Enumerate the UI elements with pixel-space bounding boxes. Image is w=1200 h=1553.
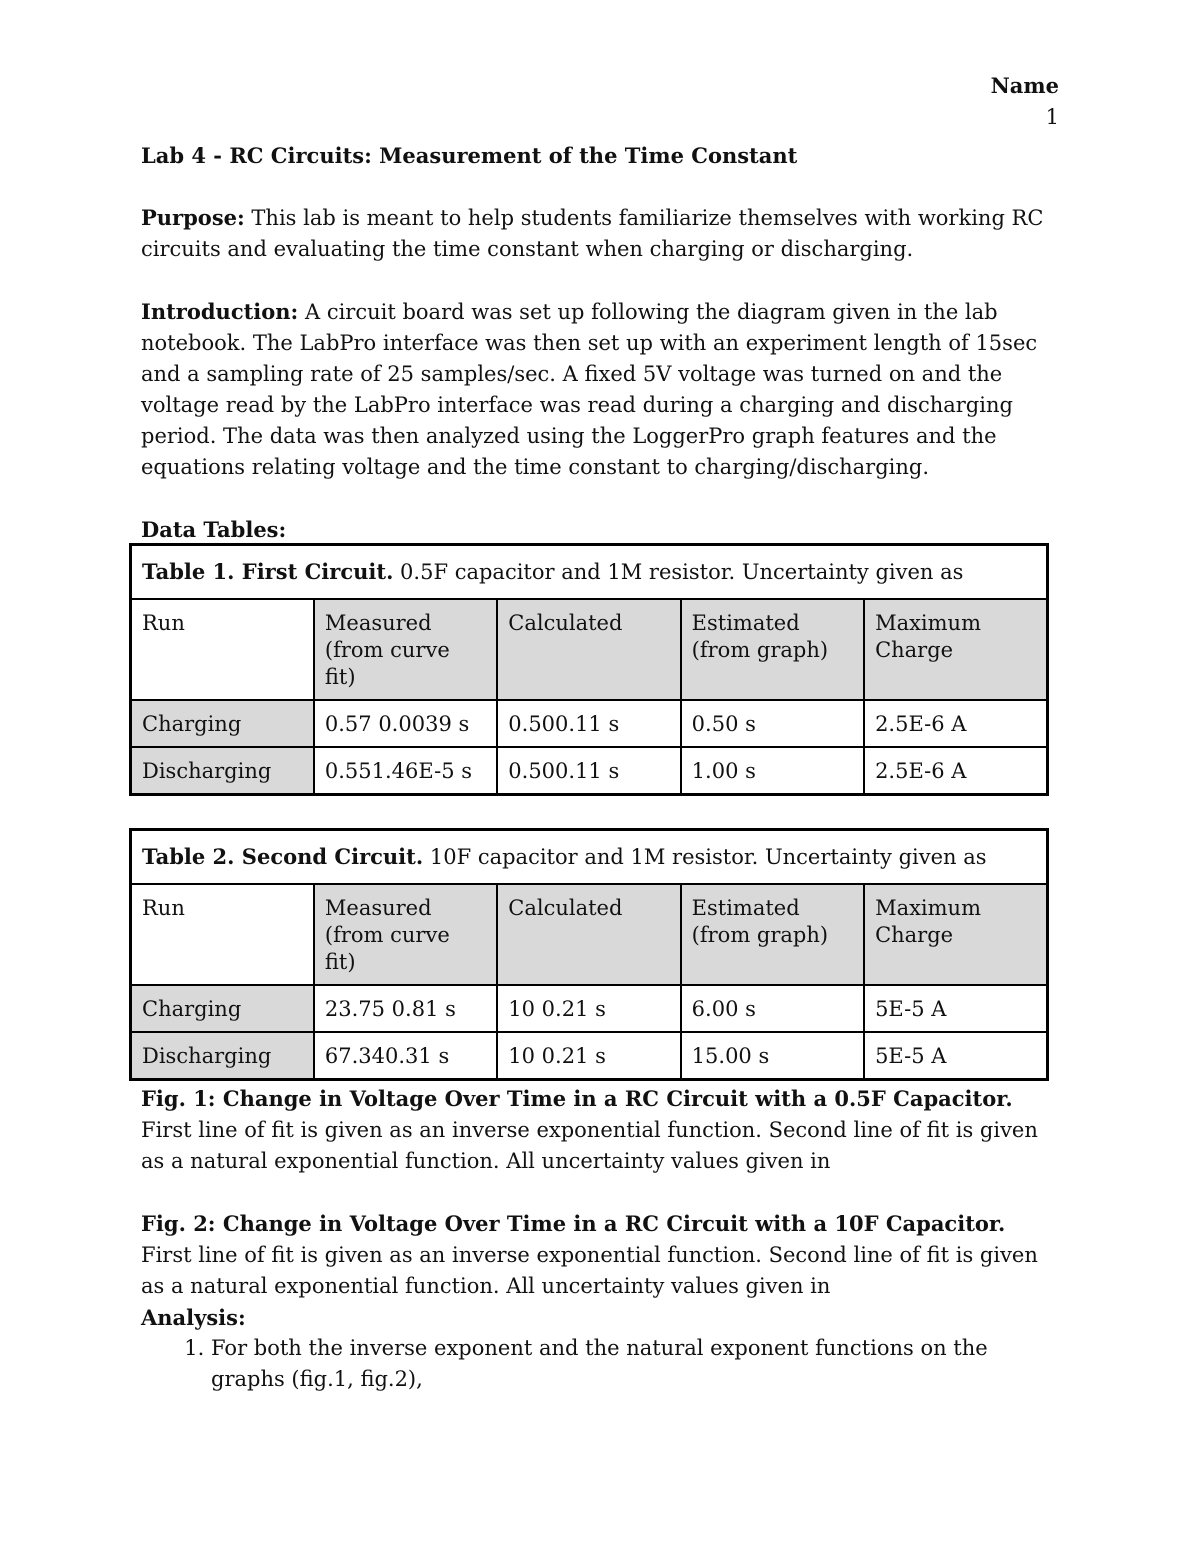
table-cell: 6.00 s bbox=[681, 985, 864, 1032]
table-caption-bold: Table 2. Second Circuit. bbox=[142, 844, 424, 869]
fig2-label: Fig. 2: Change in Voltage Over Time in a RC Circuit with a 10F Capacitor. bbox=[141, 1211, 1006, 1236]
table-cell: 2.5E-6 A bbox=[864, 747, 1047, 795]
table-cell: 1.00 s bbox=[681, 747, 864, 795]
page-number: 1 bbox=[1045, 105, 1059, 129]
table-row bbox=[131, 700, 1048, 747]
header-cell: Run bbox=[131, 884, 314, 985]
table-cell: 0.50 s bbox=[681, 700, 864, 747]
table-cell: 5E-5 A bbox=[864, 985, 1047, 1032]
header-cell: Estimated (from graph) bbox=[681, 599, 864, 700]
table-cell: Charging bbox=[131, 985, 314, 1032]
fig1-label: Fig. 1: Change in Voltage Over Time in a RC Circuit with a 0.5F Capacitor. bbox=[141, 1086, 1013, 1111]
table-cell: 10 0.21 s bbox=[497, 1032, 680, 1080]
document-title: Lab 4 - RC Circuits: Measurement of the Time Constant bbox=[141, 143, 798, 168]
table-caption-text: 0.5F capacitor and 1M resistor. Uncertainty given as bbox=[393, 560, 964, 584]
table-cell: 2.5E-6 A bbox=[864, 700, 1047, 747]
table-row bbox=[131, 985, 1048, 1032]
table-caption bbox=[131, 545, 1048, 600]
table-cell: 0.500.11 s bbox=[497, 747, 680, 795]
header-cell: Measured (from curve fit) bbox=[314, 599, 497, 700]
analysis-heading: Analysis: bbox=[141, 1305, 246, 1330]
table-cell: 23.75 0.81 s bbox=[314, 985, 497, 1032]
purpose-label: Purpose: bbox=[141, 205, 245, 230]
header-cell: Calculated bbox=[497, 884, 680, 985]
header-cell: Run bbox=[131, 599, 314, 700]
table-cell: 67.340.31 s bbox=[314, 1032, 497, 1080]
document-body bbox=[141, 140, 1061, 545]
figures-and-analysis bbox=[141, 1083, 1061, 1395]
table-cell: 0.57 0.0039 s bbox=[314, 700, 497, 747]
table-first-circuit bbox=[129, 543, 1049, 796]
introduction-label: Introduction: bbox=[141, 299, 299, 324]
header-cell: Maximum Charge bbox=[864, 599, 1047, 700]
table-cell: 10 0.21 s bbox=[497, 985, 680, 1032]
analysis-list bbox=[141, 1333, 1061, 1395]
fig2-caption bbox=[141, 1208, 1061, 1302]
table-cell: 0.551.46E-5 s bbox=[314, 747, 497, 795]
table-cell: 5E-5 A bbox=[864, 1032, 1047, 1080]
list-item: 1. For both the inverse exponent and the natural exponent functions on the graphs (fig.1, fig.2), bbox=[211, 1333, 1061, 1395]
header-cell: Maximum Charge bbox=[864, 884, 1047, 985]
table-header-row bbox=[131, 884, 1048, 985]
table-caption bbox=[131, 830, 1048, 885]
header-cell: Measured (from curve fit) bbox=[314, 884, 497, 985]
introduction-paragraph bbox=[141, 296, 1061, 483]
table-cell: Discharging bbox=[131, 1032, 314, 1080]
purpose-paragraph bbox=[141, 202, 1061, 265]
data-tables-heading: Data Tables: bbox=[141, 517, 287, 542]
header-cell: Estimated (from graph) bbox=[681, 884, 864, 985]
introduction-text: A circuit board was set up following the diagram given in the lab notebook. The LabPro interface was then set up with an experiment length of 15sec and a sampling rate of 25 samples/sec. A fixed 5V voltage was turned on and the voltage read by the LabPro interface was read during a charging and discharging period. The data was then analyzed using the LoggerPro graph features and the equations relating voltage and the time constant to charging/discharging. bbox=[141, 300, 1038, 479]
header-name: Name bbox=[990, 73, 1059, 98]
table-second-circuit bbox=[129, 828, 1049, 1081]
table-cell: 15.00 s bbox=[681, 1032, 864, 1080]
table-caption-text: 10F capacitor and 1M resistor. Uncertainty given as bbox=[423, 845, 987, 869]
header-cell: Calculated bbox=[497, 599, 680, 700]
table-row bbox=[131, 1032, 1048, 1080]
table-header-row bbox=[131, 599, 1048, 700]
table-caption-bold: Table 1. First Circuit. bbox=[142, 559, 394, 584]
table-cell: Charging bbox=[131, 700, 314, 747]
table-cell: Discharging bbox=[131, 747, 314, 795]
table-row bbox=[131, 747, 1048, 795]
purpose-text: This lab is meant to help students familiarize themselves with working RC circuits and evaluating the time constant when charging or discharging. bbox=[141, 206, 1044, 261]
table-cell: 0.500.11 s bbox=[497, 700, 680, 747]
fig1-caption bbox=[141, 1083, 1061, 1177]
fig1-text: First line of fit is given as an inverse exponential function. Second line of fit is given as a natural exponential function. All uncertainty values given in bbox=[141, 1118, 1038, 1173]
fig2-text: First line of fit is given as an inverse exponential function. Second line of fit is given as a natural exponential function. All uncertainty values given in bbox=[141, 1243, 1038, 1298]
